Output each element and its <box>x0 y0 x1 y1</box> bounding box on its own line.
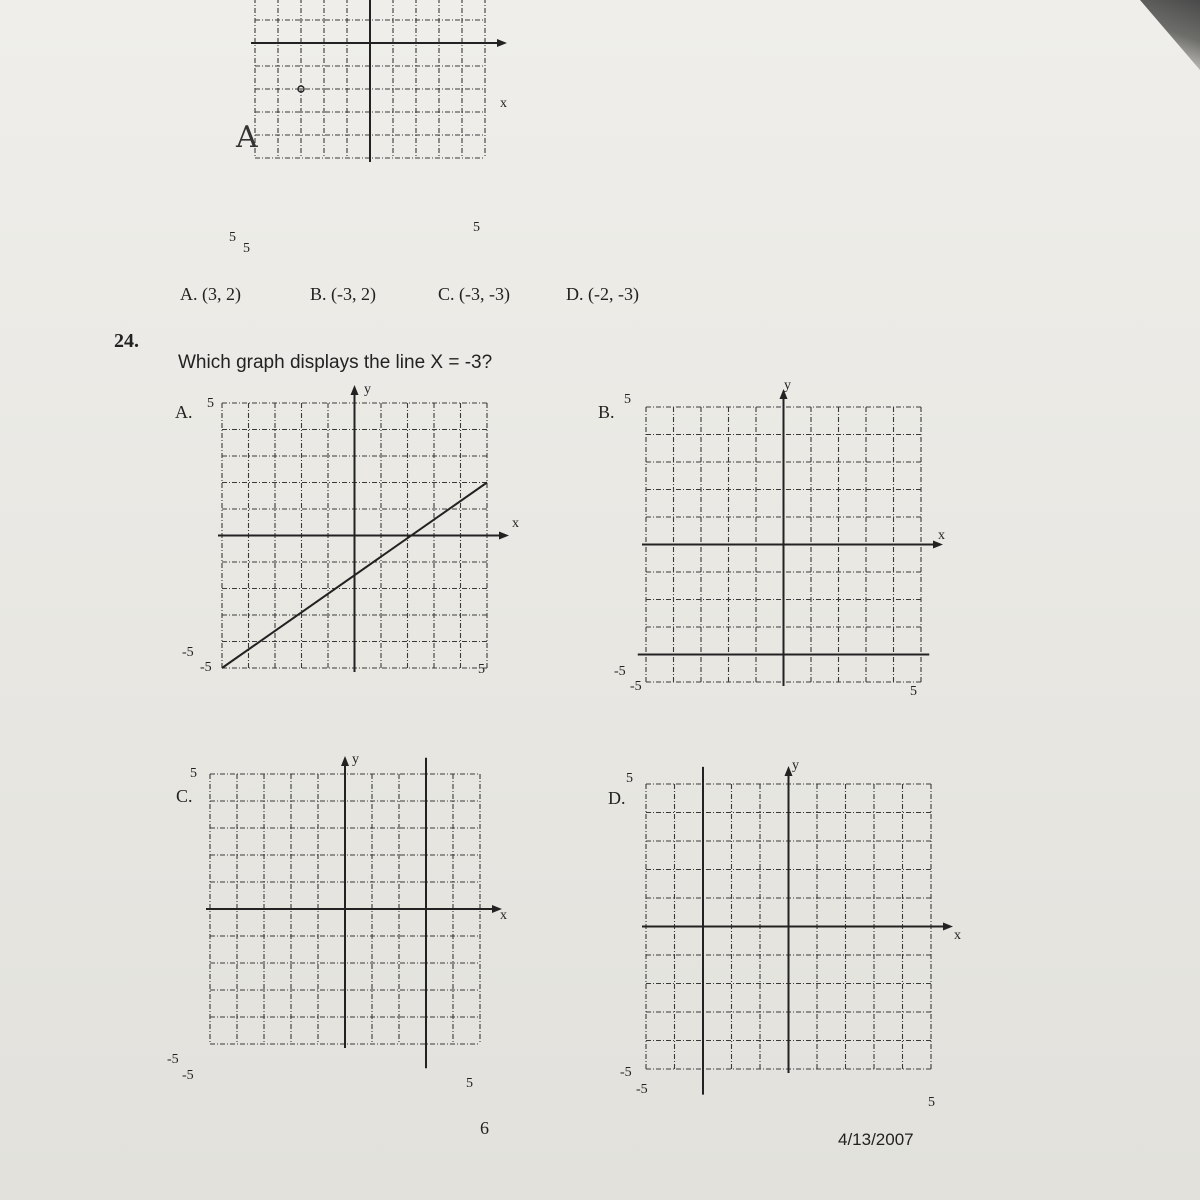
q23-tick-left: 5 <box>229 230 236 245</box>
choice-text: (-3, -3) <box>459 284 510 304</box>
q23-graph <box>230 0 520 240</box>
graph-d[interactable] <box>640 770 950 1090</box>
y-axis-arrow <box>341 756 349 766</box>
graph-c[interactable] <box>200 760 500 1095</box>
x-axis-arrow <box>499 532 509 540</box>
choice-letter: B. <box>310 284 327 304</box>
graph-c-y-top: 5 <box>190 766 197 781</box>
graph-c-x-label: x <box>500 908 507 923</box>
graph-b-letter: B. <box>598 402 615 422</box>
choice-text: (3, 2) <box>202 284 241 304</box>
footer-date: 4/13/2007 <box>838 1130 914 1149</box>
choice-text: (-2, -3) <box>588 284 639 304</box>
choice-letter: D. <box>566 284 584 304</box>
choice-letter: C. <box>438 284 455 304</box>
q24-question-text: Which graph displays the line X = -3? <box>178 352 493 373</box>
graph-a-letter: A. <box>175 402 193 422</box>
graph-b-x-label: x <box>938 528 945 543</box>
graph-c-y-label: y <box>352 752 359 767</box>
graph-c-letter: C. <box>176 786 193 806</box>
graph-d-x-left: -5 <box>636 1082 648 1097</box>
q23-choice-d[interactable] <box>566 284 639 305</box>
q23-tick-bottom-right: 5 <box>473 220 480 235</box>
page-shadow-corner <box>1140 0 1200 70</box>
x-axis-arrow <box>497 39 507 47</box>
graph-b-y-top: 5 <box>624 392 631 407</box>
choice-text: (-3, 2) <box>331 284 376 304</box>
graph-d-y-bottom: -5 <box>620 1065 632 1080</box>
graph-a-x-label: x <box>512 516 519 531</box>
graph-d-x-label: x <box>954 928 961 943</box>
graph-a-y-top: 5 <box>207 396 214 411</box>
choice-letter: A. <box>180 284 198 304</box>
graph-a[interactable] <box>210 395 510 665</box>
graph-c-x-right: 5 <box>466 1076 473 1091</box>
graph-b[interactable] <box>640 395 940 680</box>
graph-d-y-label: y <box>792 758 799 773</box>
graph-a-x-right: 5 <box>478 662 485 677</box>
x-axis-arrow <box>943 923 953 931</box>
page-number: 6 <box>480 1118 489 1138</box>
q23-choice-a[interactable] <box>180 284 241 305</box>
q23-choice-c[interactable] <box>438 284 510 305</box>
q23-tick-bottom-left: 5 <box>243 241 250 256</box>
q23-x-axis-label: x <box>500 96 507 111</box>
graph-c-x-left: -5 <box>182 1068 194 1083</box>
graph-d-y-top: 5 <box>626 771 633 786</box>
graph-a-x-left: -5 <box>200 660 212 675</box>
graph-b-x-right: 5 <box>910 684 917 699</box>
graph-d-x-right: 5 <box>928 1095 935 1110</box>
graph-a-y-bottom: -5 <box>182 645 194 660</box>
q23-choice-b[interactable] <box>310 284 376 305</box>
graph-d-letter: D. <box>608 788 626 808</box>
graph-b-y-bottom: -5 <box>614 664 626 679</box>
graph-c-y-bottom: -5 <box>167 1052 179 1067</box>
y-axis-arrow <box>351 385 359 395</box>
q23-handwritten-mark: A <box>236 120 258 155</box>
graph-b-x-left: -5 <box>630 679 642 694</box>
q24-number: 24. <box>114 330 139 352</box>
graph-b-y-label: y <box>784 378 791 393</box>
graph-a-y-label: y <box>364 382 371 397</box>
